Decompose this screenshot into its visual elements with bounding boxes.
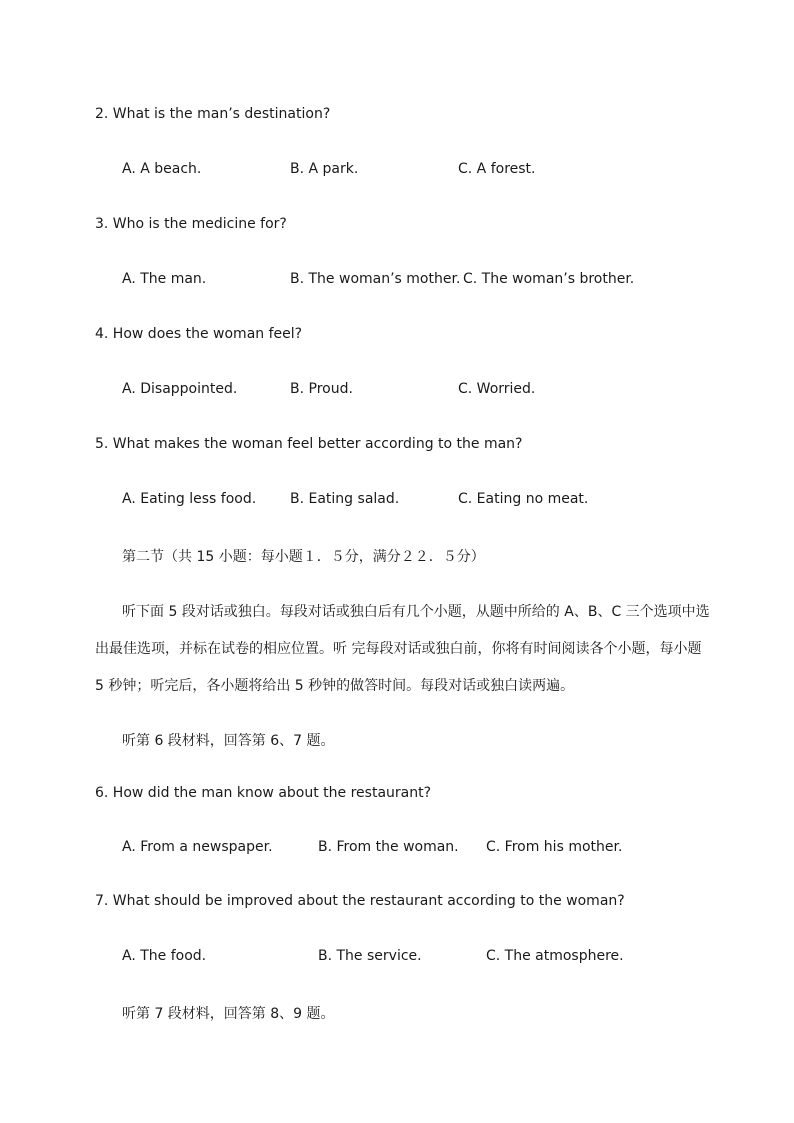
question-7: 7. What should be improved about the restaurant according to the woman? bbox=[95, 893, 625, 909]
q3-option-b: B. The woman’s mother. bbox=[290, 271, 461, 287]
section-heading: 第二节（共 15 小题：每小题１．５分，满分２２．５分） bbox=[122, 549, 485, 565]
q4-option-a: A. Disappointed. bbox=[122, 381, 238, 397]
instructions-line-3: 5 秒钟；听完后，各小题将给出 5 秒钟的做答时间。每段对话或独白读两遍。 bbox=[95, 678, 575, 694]
q7-option-b: B. The service. bbox=[318, 948, 422, 964]
q7-option-c: C. The atmosphere. bbox=[486, 948, 624, 964]
question-6: 6. How did the man know about the restaurant? bbox=[95, 785, 432, 801]
q5-option-c: C. Eating no meat. bbox=[458, 491, 589, 507]
q4-option-c: C. Worried. bbox=[458, 381, 536, 397]
material-6-note: 听第 6 段材料，回答第 6、7 题。 bbox=[122, 733, 335, 749]
question-2: 2. What is the man’s destination? bbox=[95, 106, 331, 122]
q4-option-b: B. Proud. bbox=[290, 381, 353, 397]
question-3: 3. Who is the medicine for? bbox=[95, 216, 287, 232]
material-7-note: 听第 7 段材料，回答第 8、9 题。 bbox=[122, 1006, 335, 1022]
q3-option-a: A. The man. bbox=[122, 271, 207, 287]
instructions-line-2: 出最佳选项，并标在试卷的相应位置。听 完每段对话或独白前，你将有时间阅读各个小题，每小题 bbox=[95, 641, 702, 657]
q5-option-b: B. Eating salad. bbox=[290, 491, 400, 507]
q5-option-a: A. Eating less food. bbox=[122, 491, 257, 507]
question-5: 5. What makes the woman feel better according to the man? bbox=[95, 436, 523, 452]
q6-option-a: A. From a newspaper. bbox=[122, 839, 273, 855]
q3-option-c: C. The woman’s brother. bbox=[463, 271, 635, 287]
q6-option-c: C. From his mother. bbox=[486, 839, 623, 855]
instructions-line-1: 听下面 5 段对话或独白。每段对话或独白后有几个小题，从题中所给的 A、B、C 三个选项中选 bbox=[122, 604, 710, 620]
q2-option-a: A. A beach. bbox=[122, 161, 202, 177]
question-4: 4. How does the woman feel? bbox=[95, 326, 303, 342]
q6-option-b: B. From the woman. bbox=[318, 839, 459, 855]
q7-option-a: A. The food. bbox=[122, 948, 207, 964]
q2-option-c: C. A forest. bbox=[458, 161, 536, 177]
q2-option-b: B. A park. bbox=[290, 161, 359, 177]
